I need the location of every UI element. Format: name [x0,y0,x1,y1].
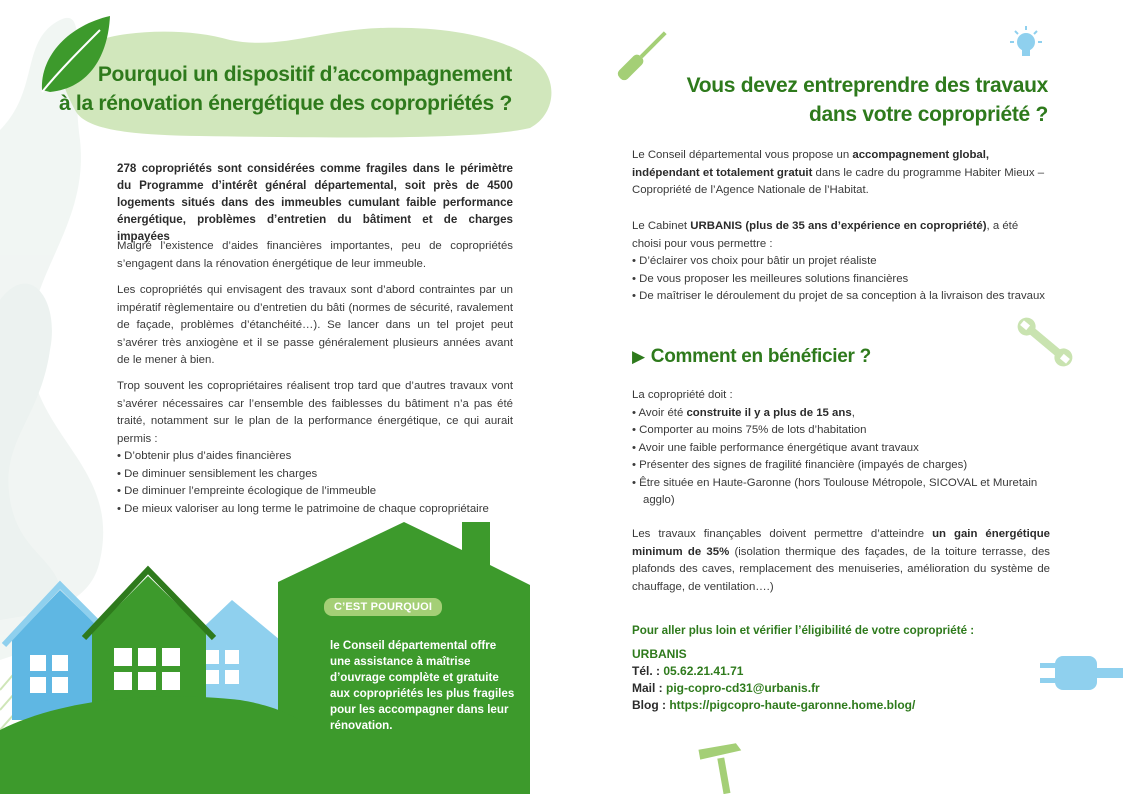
hammer-icon [698,743,748,794]
contact-lead: Pour aller plus loin et vérifier l’éligibilité de votre copropriété : [632,624,975,637]
right-p1-text-c: dans le cadre du programme Habiter Mieux – Copropriété de l’Agence Nationale de l’Habitat. [632,166,1045,196]
right-p3-bullet: • Avoir une faible performance énergétique avant travaux [632,440,1050,458]
right-p3-bullet: • Être située en Haute-Garonne (hors Toulouse Métropole, SICOVAL et Muretain agglo) [632,475,1050,510]
mail-link[interactable]: pig-copro-cd31@urbanis.fr [666,681,820,695]
right-p2-text-c: , a été choisi pour vous permettre : [632,220,1019,250]
right-paragraph-3 [632,387,1050,510]
mail-label: Mail : [632,681,667,695]
right-paragraph-1 [632,147,1050,200]
contact-mail [632,680,1072,697]
right-p2-bullet: • De vous proposer les meilleures solutions financières [632,271,1050,289]
left-intro-paragraph: 278 copropriétés sont considérées comme fragiles dans le périmètre du Programme d’intérêt général départemental, soit près de 4500 logements situés dans des immeubles cumulant faible performance énergétique, problèmes d’entretien du bâtiment et de charges impayées [117,161,513,243]
right-p3-b1-a: Avoir été [638,406,687,419]
right-p3-bullet: • Comporter au moins 75% de lots d’habitation [632,422,1050,440]
left-title-line-2: à la rénovation énergétique des copropriétés ? [59,92,512,115]
right-title-line-1: Vous devez entreprendre des travaux [686,74,1048,97]
right-p4-text-a: Les travaux finançables doivent permettre d’atteindre [632,528,933,540]
right-page-title [560,71,1048,129]
blog-label: Blog : [632,698,670,712]
left-bullet: • De diminuer l’empreinte écologique de l’immeuble [117,483,513,501]
right-p3-bullet [632,405,1050,423]
right-p1-bold: accompagnement global, indépendant et totalement gratuit [632,149,990,179]
right-title-line-2: dans votre copropriété ? [808,103,1048,126]
right-p1-text-a: Le Conseil départemental vous propose un [632,149,853,161]
left-bullet: • De mieux valoriser au long terme le patrimoine de chaque copropriétaire [117,501,513,519]
left-paragraph-1: Malgré l’existence d’aides financières importantes, peu de copropriétés s’engagent dans la rénovation énergétique de leur immeuble. [117,240,513,270]
tel-label: Tél. : [632,664,664,678]
lightbulb-icon [1010,26,1042,56]
comment-en-beneficier-heading [632,344,871,370]
right-p2-lead [632,218,1050,253]
right-p3-b1-bold: construite il y a plus de 15 ans [686,406,852,419]
left-paragraph-3-text: Trop souvent les copropriétaires réalisent trop tard que d’autres travaux vont s’avérer nécessaires car l’ensemble des faiblesses du bâtiment n’a pas été traité, notamment sur le plan de la performance énergétique, ce qui aurait permis : [117,380,513,445]
right-p4-text-c: (isolation thermique des façades, de la toiture terrasse, des plafonds des caves, remplacement des menuiseries, amélioration du système de chauffage, de ventilation….) [632,545,1050,593]
left-bullet: • De diminuer sensiblement les charges [117,466,513,484]
right-p2-bullet: • D’éclairer vos choix pour bâtir un projet réaliste [632,253,1050,271]
right-paragraph-4 [632,526,1050,596]
left-paragraph-3 [117,378,513,518]
left-bullet: • D’obtenir plus d’aides financières [117,448,513,466]
left-paragraph-2: Les copropriétés qui envisagent des travaux sont d’abord contraintes par un impératif règlementaire ou d’entretien du bâti (normes de sécurité, ravalement de façade, problèmes d’étanchéité…). Se lancer dans un tel projet peut s’avérer très anxiogène et il se passe généralement plusieurs années avant de le mener à bien. [117,284,513,366]
tel-value[interactable]: 05.62.21.41.71 [663,664,744,678]
left-page-title [20,60,512,118]
green-box-text: le Conseil départemental offre une assistance à maîtrise d’ouvrage complète et gratuite aux copropriétés les plus fragiles pour les accompagner dans leur rénovation. [330,638,515,732]
cest-pourquoi-badge: C’EST POURQUOI [324,598,442,616]
contact-tel [632,663,1072,680]
right-p3-b1-c: , [851,406,855,419]
right-p2-text-a: Le Cabinet [632,220,691,232]
sub-heading-text: Comment en bénéficier ? [650,346,871,367]
blog-link[interactable]: https://pigcopro-haute-garonne.home.blog/ [669,698,916,712]
company-name: URBANIS [632,647,687,661]
right-paragraph-2 [632,218,1050,306]
wrench-icon [1014,314,1076,370]
right-p3-lead: La copropriété doit : [632,389,733,401]
triangle-icon: ▶ [632,347,645,366]
left-title-line-1: Pourquoi un dispositif d’accompagnement [97,63,512,86]
right-p3-bullet: • Présenter des signes de fragilité financière (impayés de charges) [632,457,1050,475]
right-p2-bold: URBANIS (plus de 35 ans d’expérience en copropriété) [690,220,987,232]
right-p4-bold: un gain énergétique minimum de 35% [632,528,1050,558]
right-p2-bullet: • De maîtriser le déroulement du projet de sa conception à la livraison des travaux [632,288,1050,306]
contact-block [632,646,1072,714]
contact-blog [632,697,1072,714]
